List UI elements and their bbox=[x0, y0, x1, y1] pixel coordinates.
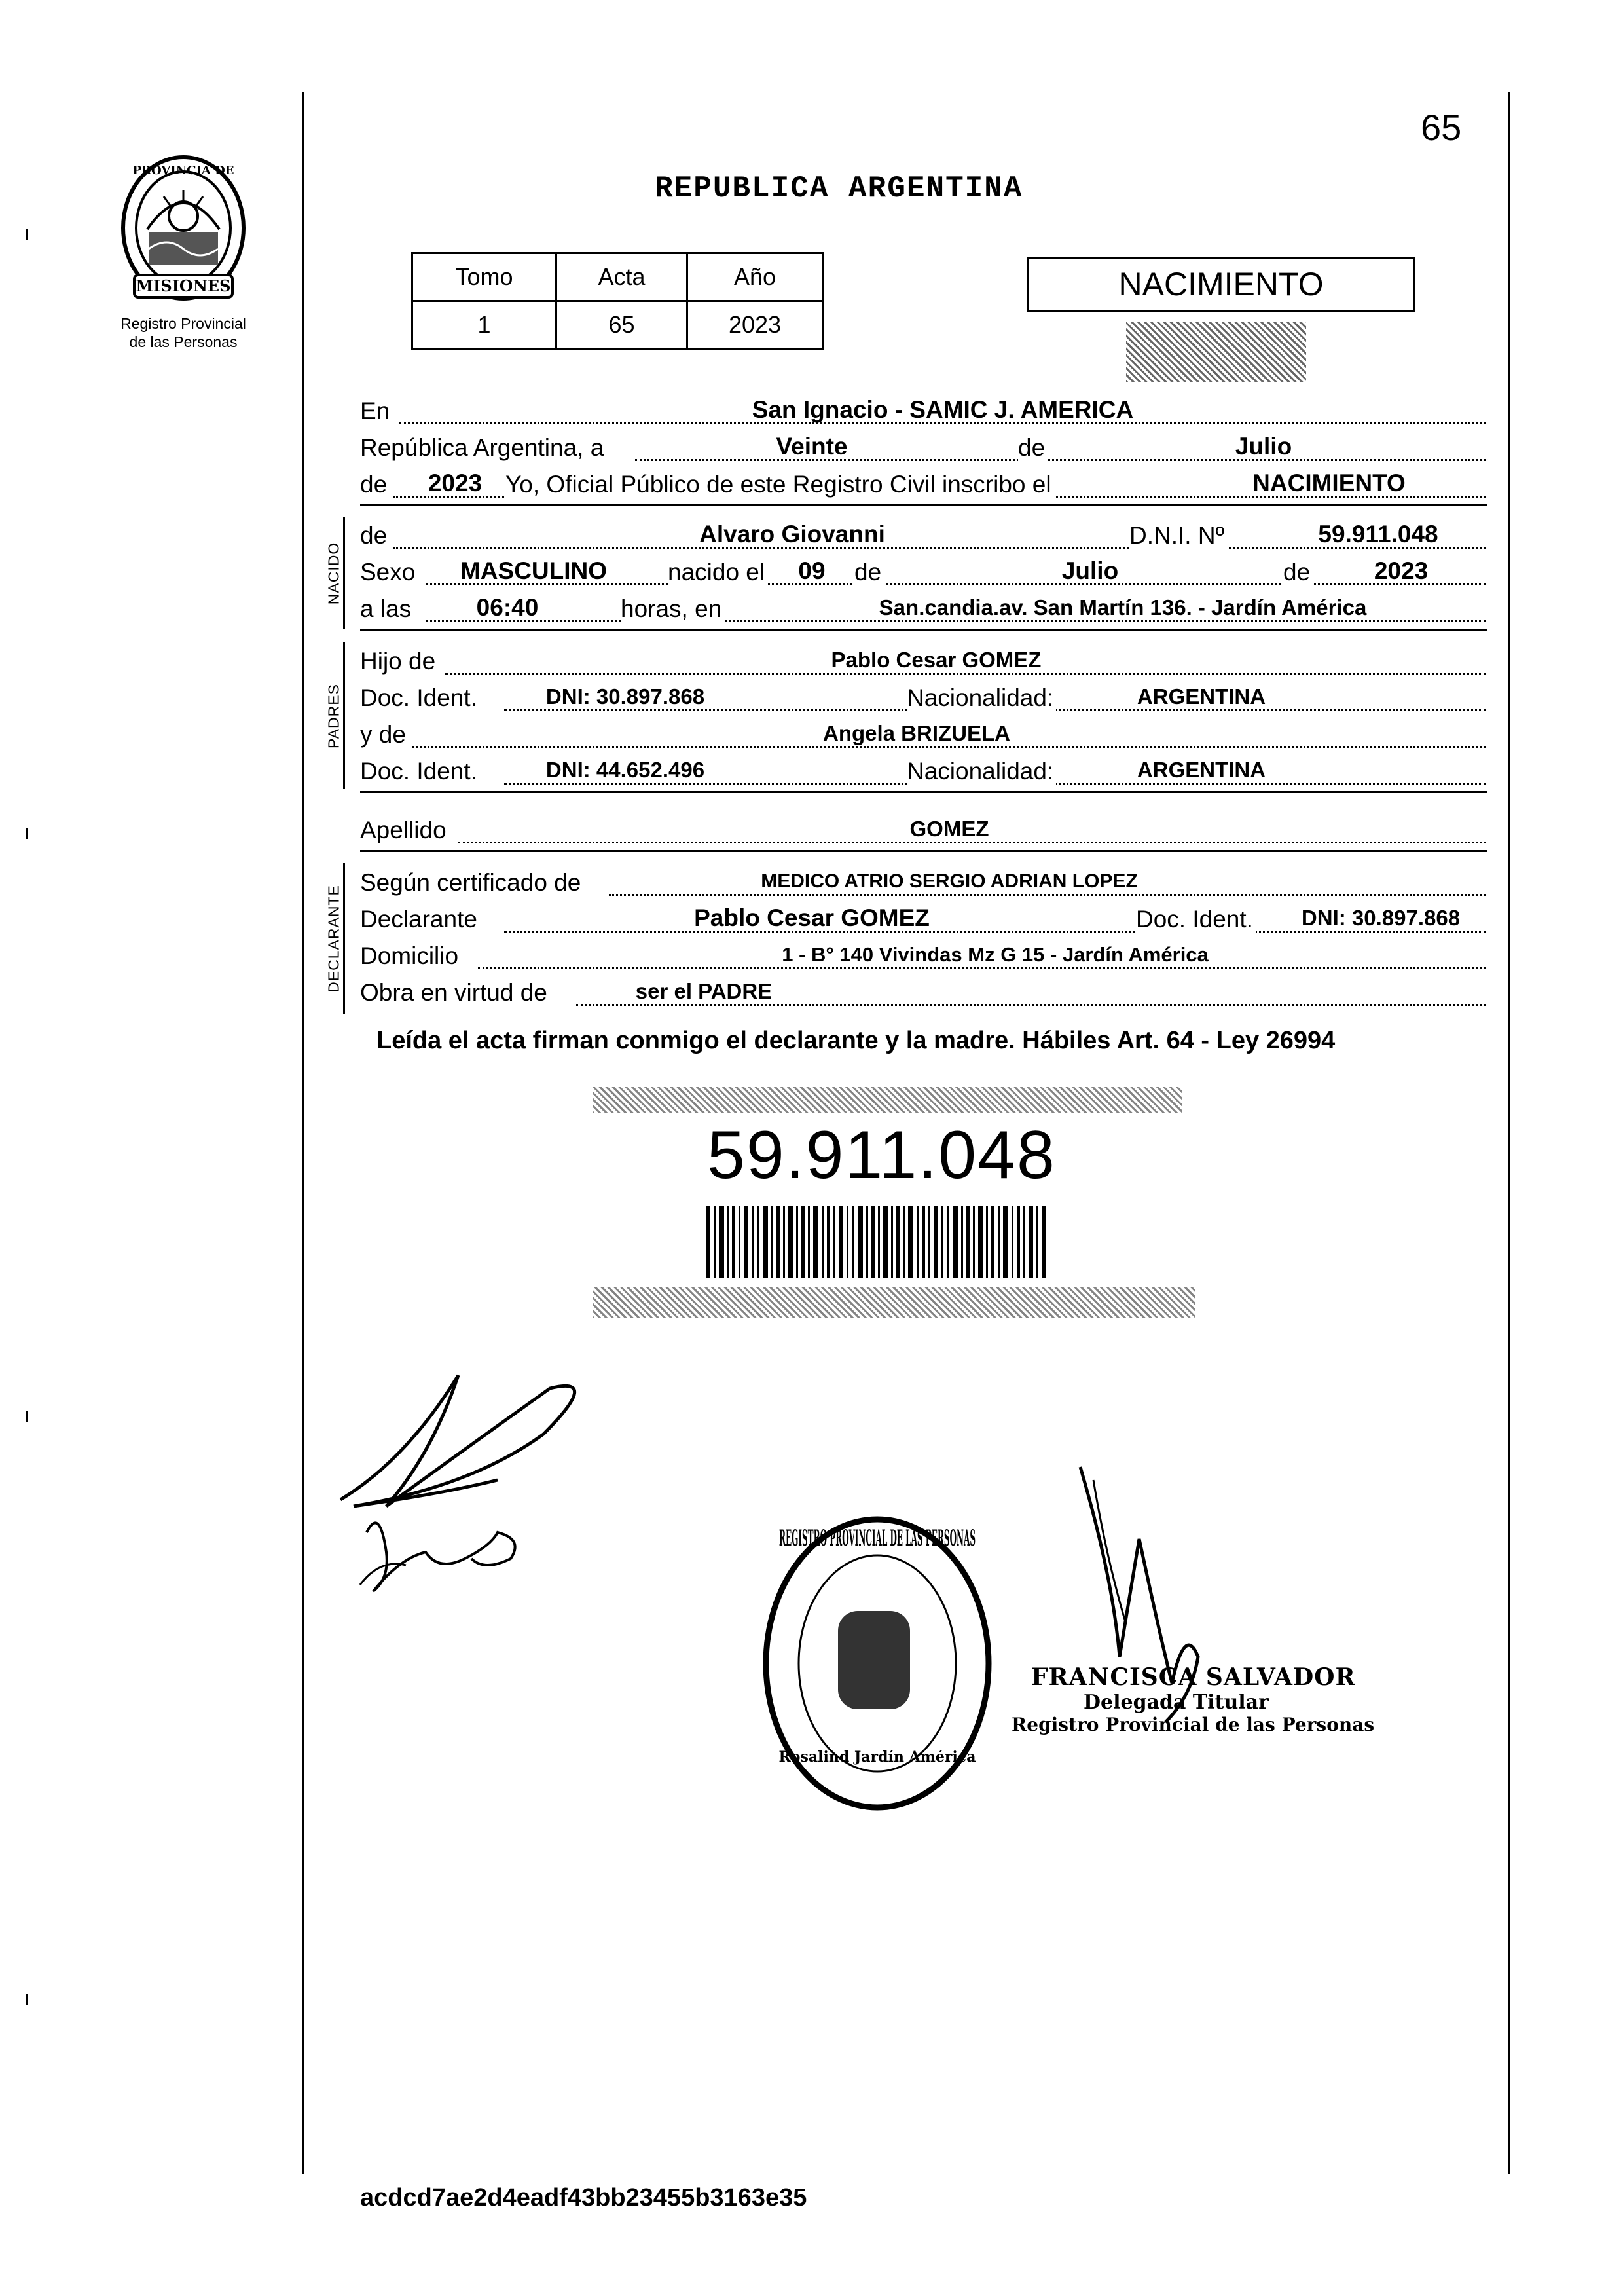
declarante-section-label: DECLARANTE bbox=[325, 885, 342, 993]
row-anio bbox=[360, 466, 1486, 503]
row-apellido bbox=[360, 812, 1486, 849]
label-father-doc: Doc. Ident. bbox=[360, 680, 480, 716]
value-anio: 2023 bbox=[687, 301, 823, 349]
value-sexo: MASCULINO bbox=[460, 557, 608, 584]
value-place: San Ignacio - SAMIC J. AMERICA bbox=[752, 396, 1134, 423]
label-mother-nat: Nacionalidad: bbox=[907, 753, 1056, 790]
coat-of-arms-icon bbox=[108, 151, 259, 311]
seal-text-top: PROVINCIA DE bbox=[132, 164, 234, 177]
nacido-section-label: NACIDO bbox=[325, 542, 342, 605]
label-hijo-de: Hijo de bbox=[360, 643, 438, 680]
official-role: Delegada Titular bbox=[1084, 1691, 1269, 1714]
label-nacido-el: nacido el bbox=[668, 554, 767, 591]
row-republica bbox=[360, 430, 1486, 466]
logo-caption bbox=[108, 314, 259, 351]
value-birth-place: San.candia.av. San Martín 136. - Jardín América bbox=[879, 595, 1367, 620]
official-stamp bbox=[753, 1500, 1002, 1827]
value-apellido: GOMEZ bbox=[909, 817, 989, 841]
value-birth-month: Julio bbox=[1061, 557, 1119, 584]
padres-section-bar bbox=[343, 642, 345, 789]
scan-mark bbox=[26, 1411, 28, 1422]
province-logo bbox=[108, 151, 259, 360]
label-father-nat: Nacionalidad: bbox=[907, 680, 1056, 716]
header-tomo: Tomo bbox=[412, 253, 556, 301]
divider-nacido bbox=[360, 629, 1487, 631]
value-father-nat: ARGENTINA bbox=[1137, 684, 1266, 709]
label-horas-en: horas, en bbox=[621, 591, 724, 627]
barcode-bottom-pattern bbox=[593, 1287, 1195, 1318]
label-dni: D.N.I. Nº bbox=[1129, 517, 1227, 554]
row-ydes bbox=[360, 716, 1486, 753]
label-domicilio: Domicilio bbox=[360, 938, 461, 974]
document-hash: acdcd7ae2d4eadf43bb23455b3163e35 bbox=[360, 2184, 807, 2212]
record-table-values bbox=[412, 301, 823, 349]
divider-padres bbox=[360, 791, 1487, 793]
value-mother: Angela BRIZUELA bbox=[822, 721, 1010, 745]
padres-section-label: PADRES bbox=[325, 684, 342, 749]
record-table-header bbox=[412, 253, 823, 301]
label-y-de: y de bbox=[360, 716, 409, 753]
row-declarante bbox=[360, 901, 1486, 938]
label-en: En bbox=[360, 393, 392, 430]
label-apellido: Apellido bbox=[360, 812, 449, 849]
record-table bbox=[411, 252, 824, 350]
document-title: REPUBLICA ARGENTINA bbox=[655, 172, 1023, 206]
label-de-month: de bbox=[1018, 430, 1048, 466]
value-month: Julio bbox=[1235, 433, 1292, 460]
stamp-inner-text: Rosalind Jardín América bbox=[778, 1749, 976, 1766]
header-acta: Acta bbox=[556, 253, 687, 301]
label-a-las: a las bbox=[360, 591, 414, 627]
value-certificado: MEDICO ATRIO SERGIO ADRIAN LOPEZ bbox=[761, 870, 1138, 892]
label-de-birth-year: de bbox=[1283, 554, 1313, 591]
barcode-top-pattern bbox=[593, 1087, 1182, 1113]
value-child-dni: 59.911.048 bbox=[1318, 521, 1438, 547]
value-declarante-name: Pablo Cesar GOMEZ bbox=[694, 904, 930, 931]
official-signature-block bbox=[1012, 1663, 1375, 1735]
label-sexo: Sexo bbox=[360, 554, 418, 591]
barcode-icon bbox=[706, 1206, 1046, 1278]
label-nacido-de: de bbox=[360, 517, 390, 554]
scan-mark bbox=[26, 1994, 28, 2005]
row-mother-doc bbox=[360, 753, 1486, 790]
divider-intro bbox=[360, 504, 1487, 506]
declarante-section-bar bbox=[343, 863, 345, 1014]
page-number: 65 bbox=[1421, 107, 1462, 148]
value-mother-nat: ARGENTINA bbox=[1137, 758, 1266, 782]
value-year: 2023 bbox=[428, 470, 483, 496]
label-mother-doc: Doc. Ident. bbox=[360, 753, 480, 790]
logo-caption-line1: Registro Provincial bbox=[120, 315, 246, 332]
row-father-doc bbox=[360, 680, 1486, 716]
value-birth-time: 06:40 bbox=[476, 594, 539, 621]
logo-caption-line2: de las Personas bbox=[129, 333, 238, 350]
label-yo: Yo, Oficial Público de este Registro Civil inscribo el bbox=[505, 466, 1054, 503]
row-sexo bbox=[360, 554, 1486, 591]
value-day-words: Veinte bbox=[776, 433, 848, 460]
row-certificado bbox=[360, 864, 1486, 901]
value-child-name: Alvaro Giovanni bbox=[699, 521, 885, 547]
official-office: Registro Provincial de las Personas bbox=[1012, 1714, 1375, 1735]
security-pattern bbox=[1126, 322, 1306, 382]
scan-mark bbox=[26, 229, 28, 240]
label-de-year: de bbox=[360, 466, 390, 503]
barcode-dni-label: 59.911.048 bbox=[707, 1117, 1056, 1193]
value-decl-doc: DNI: 30.897.868 bbox=[1301, 906, 1461, 930]
value-acta: 65 bbox=[556, 301, 687, 349]
official-name: FRANCISCA SALVADOR bbox=[1031, 1663, 1356, 1691]
stamp-top-text: REGISTRO PROVINCIAL DE LAS PERSONAS bbox=[779, 1525, 976, 1551]
signature-declarante bbox=[327, 1362, 629, 1624]
label-declarante: Declarante bbox=[360, 901, 480, 938]
value-birth-year: 2023 bbox=[1374, 557, 1429, 584]
record-type-box: NACIMIENTO bbox=[1027, 257, 1415, 312]
value-father: Pablo Cesar GOMEZ bbox=[831, 648, 1042, 672]
value-domicilio: 1 - B° 140 Vivindas Mz G 15 - Jardín América bbox=[782, 943, 1209, 966]
label-obra: Obra en virtud de bbox=[360, 974, 550, 1011]
value-birth-day: 09 bbox=[798, 557, 826, 584]
row-obra bbox=[360, 974, 1486, 1011]
row-en bbox=[360, 393, 1486, 430]
nacido-section-bar bbox=[343, 517, 345, 629]
row-nacido-name bbox=[360, 517, 1486, 554]
row-hijo bbox=[360, 643, 1486, 680]
value-tomo: 1 bbox=[412, 301, 556, 349]
label-decl-doc: Doc. Ident. bbox=[1136, 901, 1256, 938]
header-anio: Año bbox=[687, 253, 823, 301]
row-hora bbox=[360, 591, 1486, 627]
label-segun: Según certificado de bbox=[360, 864, 583, 901]
label-republica: República Argentina, a bbox=[360, 430, 606, 466]
right-margin-line bbox=[1508, 92, 1510, 2174]
scan-mark bbox=[26, 828, 28, 839]
divider-apellido bbox=[360, 850, 1487, 852]
row-domicilio bbox=[360, 938, 1486, 974]
legal-note: Leída el acta firman conmigo el declarante y la madre. Hábiles Art. 64 - Ley 26994 bbox=[376, 1027, 1336, 1054]
value-mother-doc: DNI: 44.652.496 bbox=[545, 758, 705, 782]
value-father-doc: DNI: 30.897.868 bbox=[545, 684, 705, 709]
label-de-birth-month: de bbox=[854, 554, 884, 591]
value-inscription-type: NACIMIENTO bbox=[1252, 470, 1406, 496]
left-margin-line bbox=[302, 92, 304, 2174]
seal-text-bottom: MISIONES bbox=[136, 276, 231, 295]
value-obra: ser el PADRE bbox=[635, 979, 773, 1003]
